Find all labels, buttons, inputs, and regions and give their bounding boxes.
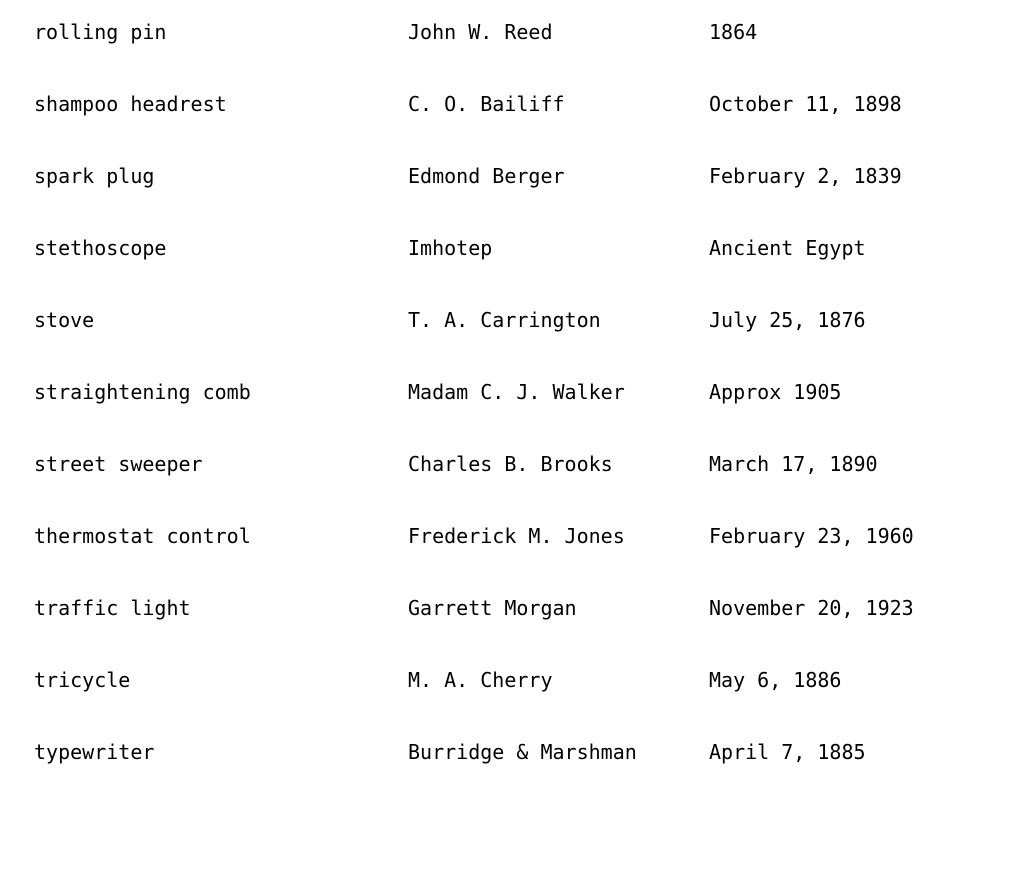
table-row (34, 516, 994, 588)
table-row (34, 84, 994, 156)
inventor-cell: Burridge & Marshman (408, 740, 637, 764)
table-row (34, 732, 994, 804)
date-cell: May 6, 1886 (709, 668, 842, 692)
inventions-table (34, 12, 994, 804)
table-row (34, 156, 994, 228)
inventor-cell: Charles B. Brooks (408, 452, 613, 476)
date-cell: October 11, 1898 (709, 92, 902, 116)
invention-cell: shampoo headrest (34, 92, 227, 116)
inventor-cell: Frederick M. Jones (408, 524, 625, 548)
inventor-cell: T. A. Carrington (408, 308, 601, 332)
invention-cell: traffic light (34, 596, 191, 620)
invention-cell: stove (34, 308, 95, 332)
table-row (34, 12, 994, 84)
table-row (34, 228, 994, 300)
date-cell: Approx 1905 (709, 380, 842, 404)
table-row (34, 300, 994, 372)
invention-cell: rolling pin (34, 20, 167, 44)
date-cell: February 23, 1960 (709, 524, 914, 548)
date-cell: July 25, 1876 (709, 308, 866, 332)
invention-cell: street sweeper (34, 452, 203, 476)
invention-cell: thermostat control (34, 524, 251, 548)
table-row (34, 588, 994, 660)
inventor-cell: M. A. Cherry (408, 668, 553, 692)
inventor-cell: Garrett Morgan (408, 596, 577, 620)
date-cell: March 17, 1890 (709, 452, 878, 476)
invention-cell: stethoscope (34, 236, 167, 260)
inventor-cell: C. O. Bailiff (408, 92, 565, 116)
invention-cell: straightening comb (34, 380, 251, 404)
inventor-cell: Madam C. J. Walker (408, 380, 625, 404)
date-cell: November 20, 1923 (709, 596, 914, 620)
date-cell: February 2, 1839 (709, 164, 902, 188)
table-row (34, 372, 994, 444)
table-row (34, 660, 994, 732)
invention-cell: typewriter (34, 740, 155, 764)
invention-cell: spark plug (34, 164, 155, 188)
date-cell: April 7, 1885 (709, 740, 866, 764)
inventor-cell: Edmond Berger (408, 164, 565, 188)
date-cell: 1864 (709, 20, 758, 44)
inventor-cell: John W. Reed (408, 20, 553, 44)
date-cell: Ancient Egypt (709, 236, 866, 260)
inventor-cell: Imhotep (408, 236, 493, 260)
invention-cell: tricycle (34, 668, 131, 692)
table-row (34, 444, 994, 516)
